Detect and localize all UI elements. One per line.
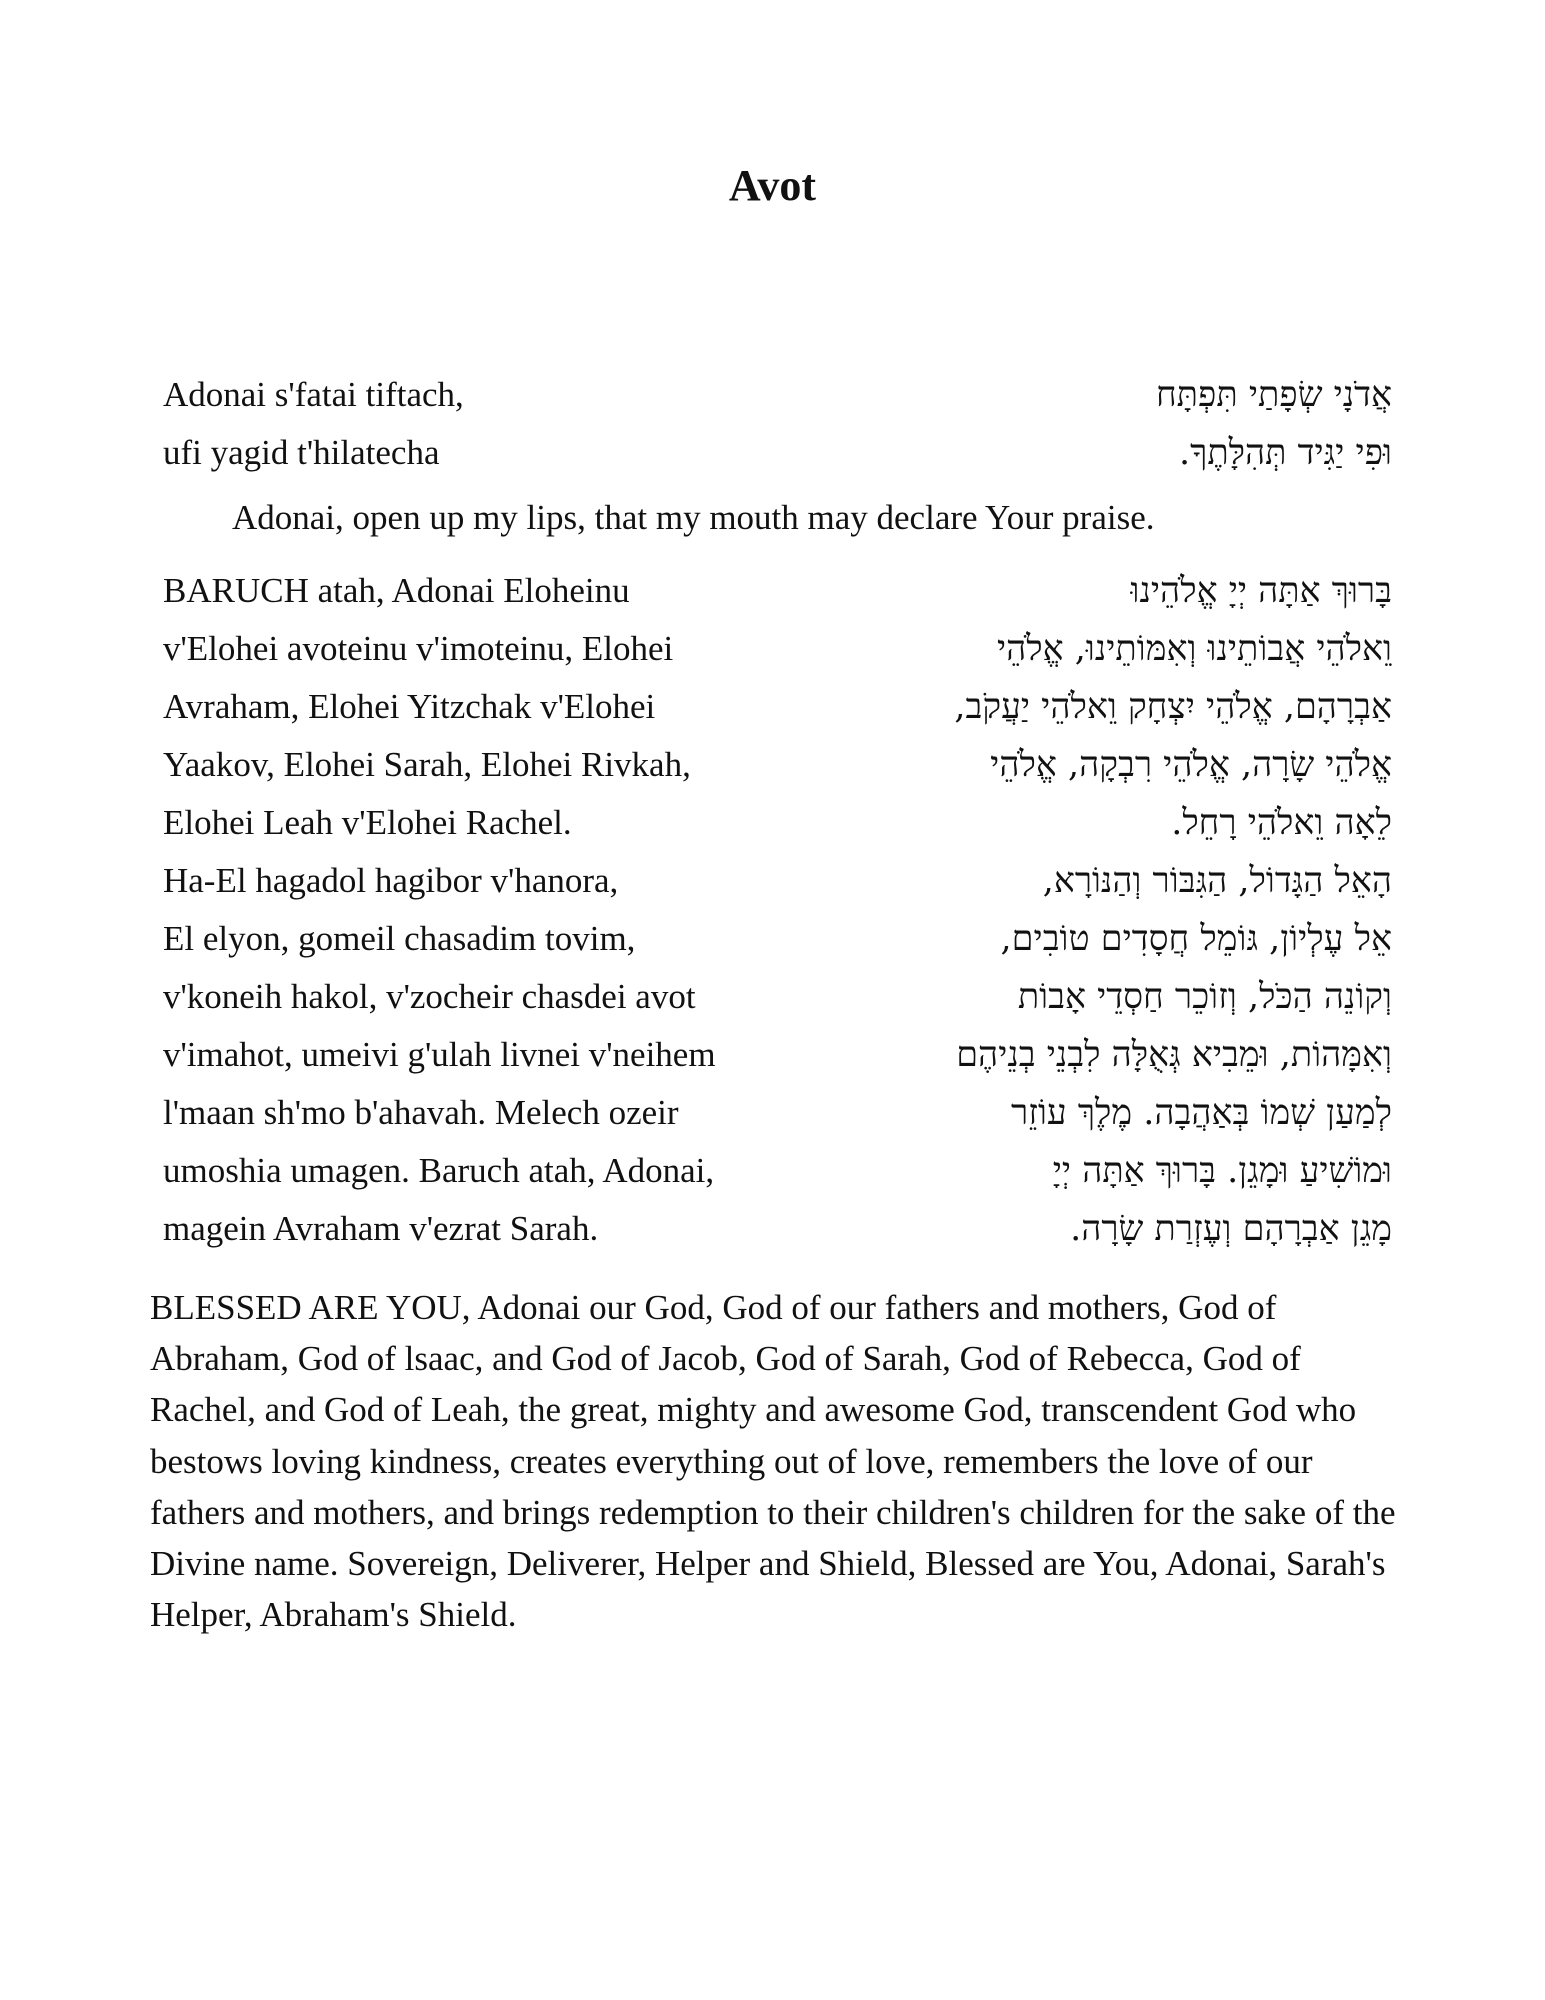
opening-translation: Adonai, open up my lips, that my mouth may declare Your praise.	[232, 498, 1155, 537]
blessing-transliteration-line: l'maan sh'mo b'ahavah. Melech ozeir	[163, 1093, 679, 1132]
blessing-transliteration-line: magein Avraham v'ezrat Sarah.	[163, 1209, 599, 1248]
blessing-transliteration-line: v'Elohei avoteinu v'imoteinu, Elohei	[163, 629, 674, 668]
opening-hebrew-line: וּפִי יַגִּיד תְּהִלָּתֶךָ.	[1179, 433, 1392, 473]
blessing-hebrew-line: לְמַעַן שְׁמוֹ בְּאַהֲבָה. מֶלֶךְ עוֹזֵר	[1011, 1093, 1392, 1133]
page-title: Avot	[728, 161, 817, 210]
opening-hebrew-line: אֲדֹנָי שְׂפָתַי תִּפְתָּח	[1155, 375, 1392, 415]
opening-transliteration-line: Adonai s'fatai tiftach,	[163, 375, 464, 414]
blessing-transliteration-line: v'koneih hakol, v'zocheir chasdei avot	[163, 977, 696, 1016]
blessing-hebrew-line: אַבְרָהָם, אֱלֹהֵי יִצְחָק וֵאלֹהֵי יַעֲקֹב,	[954, 687, 1392, 727]
blessing-hebrew	[672, 562, 1392, 1258]
blessing-hebrew-line: וְאִמָּהוֹת, וּמֵבִיא גְּאֻלָּה לִבְנֵי בְנֵיהֶם	[956, 1035, 1392, 1075]
blessing-transliteration-line: BARUCH atah, Adonai Eloheinu	[163, 571, 630, 610]
blessing-transliteration-line: Elohei Leah v'Elohei Rachel.	[163, 803, 572, 842]
opening-hebrew	[672, 366, 1392, 482]
blessing-hebrew-line: בָּרוּךְ אַתָּה יְיָ אֱלֹהֵינוּ	[1130, 571, 1392, 611]
opening-transliteration-line: ufi yagid t'hilatecha	[163, 433, 440, 472]
blessing-hebrew-line: וְקוֹנֵה הַכֹּל, וְזוֹכֵר חַסְדֵי אָבוֹת	[1017, 977, 1392, 1017]
blessing-hebrew-line: לֵאָה וֵאלֹהֵי רָחֵל.	[1171, 803, 1392, 843]
blessing-transliteration-line: El elyon, gomeil chasadim tovim,	[163, 919, 636, 958]
blessing-transliteration-line: Ha-El hagadol hagibor v'hanora,	[163, 861, 619, 900]
blessing-hebrew-line: וּמוֹשִׁיעַ וּמָגֵן. בָּרוּךְ אַתָּה יְיָ	[1052, 1151, 1392, 1191]
blessing-transliteration-line: v'imahot, umeivi g'ulah livnei v'neihem	[163, 1035, 716, 1074]
blessing-transliteration-line: umoshia umagen. Baruch atah, Adonai,	[163, 1151, 715, 1190]
blessing-hebrew-line: וֵאלֹהֵי אֲבוֹתֵינוּ וְאִמּוֹתֵינוּ, אֱלֹהֵי	[996, 629, 1392, 669]
blessing-hebrew-line: הָאֵל הַגָּדוֹל, הַגִּבּוֹר וְהַנּוֹרָא,	[1042, 861, 1392, 901]
blessing-hebrew-line: מָגֵן אַבְרָהָם וְעֶזְרַת שָׂרָה.	[1070, 1209, 1392, 1249]
blessing-transliteration-line: Avraham, Elohei Yitzchak v'Elohei	[163, 687, 656, 726]
blessing-transliteration-line: Yaakov, Elohei Sarah, Elohei Rivkah,	[163, 745, 691, 784]
blessing-translation: BLESSED ARE YOU, Adonai our God, God of our fathers and mothers, God of Abraham, God of lsaac, and God of Jacob, God of Sarah, God of Rebecca, God of Rachel, and God of Leah, the great, mighty and awesome God, transcendent God who bestows loving kindness, creates everything out of love, remembers the love of our fathers and mothers, and brings redemption to their children's children for the sake of the Divine name. Sovereign, Deliverer, Helper and Shield, Blessed are You, Adonai, Sarah's Helper, Abraham's Shield.	[150, 1288, 1396, 1635]
blessing-hebrew-line: אֱלֹהֵי שָׂרָה, אֱלֹהֵי רִבְקָה, אֱלֹהֵי	[990, 745, 1392, 785]
blessing-hebrew-line: אֵל עֶלְיוֹן, גּוֹמֵל חֲסָדִים טוֹבִים,	[1000, 919, 1392, 959]
